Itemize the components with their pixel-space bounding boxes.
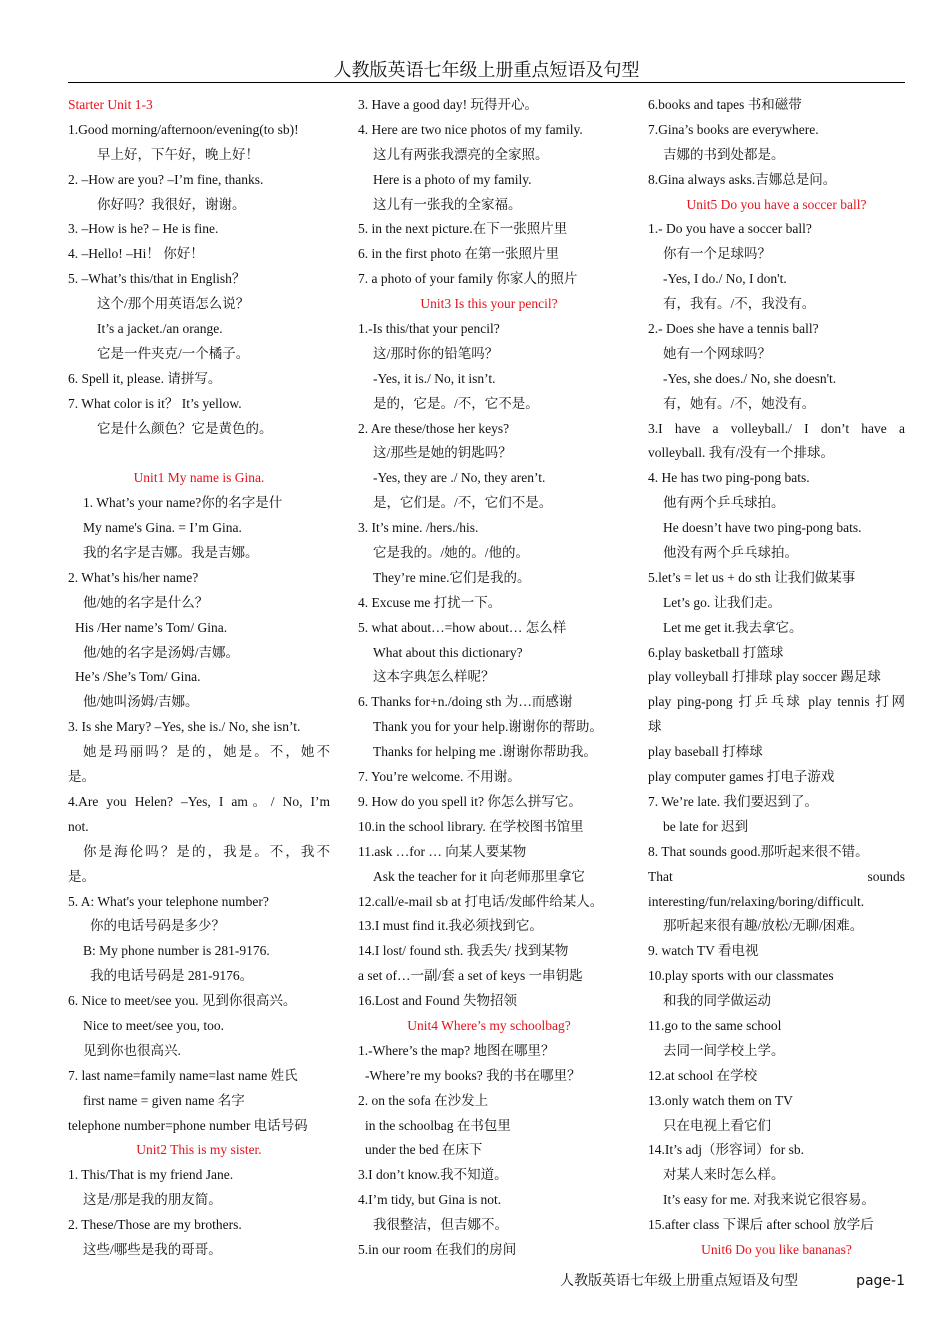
text-line: 他有两个乒乓球拍。 <box>663 495 785 511</box>
text-line: not. <box>68 818 89 834</box>
text-line: 对某人来时怎么样。 <box>663 1167 785 1183</box>
text-line: 2. What’s his/her name? <box>68 569 199 585</box>
text-line: 12.call/e-mail sb at 打电话/发邮件给某人。 <box>358 893 604 909</box>
text-line: 这/那时你的铅笔吗？ <box>373 345 499 361</box>
text-line: 他/她叫汤姆/吉娜。 <box>83 694 199 710</box>
text-line: 3. Is she Mary? –Yes, she is./ No, she isn’t. <box>68 719 301 735</box>
text-line: 14.It’s adj（形容词）for sb. <box>648 1142 804 1158</box>
text-line: under the bed 在床下 <box>365 1142 483 1158</box>
text-line: 早上好，下午好，晚上好！ <box>97 146 259 162</box>
text-line: 10.in the school library. 在学校图书馆里 <box>358 818 584 834</box>
text-line: 我的名字是吉娜。我是吉娜。 <box>83 545 259 561</box>
column-1 <box>68 93 330 1263</box>
text-line: 6. in the first photo 在第一张照片里 <box>358 246 559 262</box>
text-line: 5. what about…=how about… 怎么样 <box>358 619 567 635</box>
text-line: 4. –Hello! –Hi！ 你好！ <box>68 246 204 262</box>
column-2 <box>358 93 620 1263</box>
text-line: 4.Are you Helen? –Yes, I am。/ No, I’m <box>68 793 330 809</box>
text-line: 5. A: What's your telephone number? <box>68 893 269 909</box>
text-line: 7. last name=family name=last name 姓氏 <box>68 1067 298 1083</box>
text-line: -Yes, I do./ No, I don't. <box>663 271 787 287</box>
text-line: 7. You’re welcome. 不用谢。 <box>358 769 521 785</box>
text-line: -Yes, she does./ No, she doesn't. <box>663 370 837 386</box>
text-line: 16.Lost and Found 失物招领 <box>358 993 518 1009</box>
text-line: 2. –How are you? –I’m fine, thanks. <box>68 171 264 187</box>
text-line: 见到你也很高兴. <box>83 1042 181 1058</box>
text-line: 有，她有。/不，她没有。 <box>663 395 816 411</box>
text-line: 6. Nice to meet/see you. 见到你很高兴。 <box>68 993 297 1009</box>
text-line: 7. What color is it？ It’s yellow. <box>68 395 242 411</box>
text-line: 7. We’re late. 我们要迟到了。 <box>648 793 819 809</box>
text-line: 1.Good morning/afternoon/evening(to sb)! <box>68 121 299 137</box>
text-line: telephone number=phone number 电话号码 <box>68 1117 308 1133</box>
text-line: 你有一个足球吗？ <box>663 246 771 262</box>
text-line: 2. These/Those are my brothers. <box>68 1217 242 1233</box>
text-line: 14.I lost/ found sth. 我丢失/ 找到某物 <box>358 943 569 959</box>
text-line: 1.-Where’s the map? 地图在哪里？ <box>358 1042 555 1058</box>
text-line: 4. Excuse me 打扰一下。 <box>358 594 502 610</box>
text-line: That sounds <box>648 868 905 884</box>
text-line: 你的电话号码是多少？ <box>90 918 225 934</box>
text-line: 7. a photo of your family 你家人的照片 <box>358 271 578 287</box>
text-line: 7.Gina’s books are everywhere. <box>648 121 819 137</box>
text-line: 2.- Does she have a tennis ball? <box>648 321 819 337</box>
unit-heading: Unit6 Do you like bananas? <box>701 1241 852 1257</box>
text-line: 这儿有一张我的全家福。 <box>373 196 522 212</box>
text-line: 15.after class 下课后 after school 放学后 <box>648 1217 874 1233</box>
text-line: play baseball 打棒球 <box>648 744 763 760</box>
text-line: It’s a jacket./an orange. <box>97 321 223 337</box>
text-line: He doesn’t have two ping-pong bats. <box>663 520 862 536</box>
text-line: Thanks for helping me .谢谢你帮助我。 <box>373 744 597 760</box>
text-line: 12.at school 在学校 <box>648 1067 758 1083</box>
unit-heading: Unit4 Where’s my schoolbag? <box>407 1017 571 1033</box>
text-line: -Yes, it is./ No, it isn’t. <box>373 370 496 386</box>
text-line: 8. That sounds good.那听起来很不错。 <box>648 843 869 859</box>
text-line: 1. What’s your name?你的名字是什 <box>83 495 283 511</box>
text-line: 他/她的名字是什么？ <box>83 594 209 610</box>
unit-heading: Starter Unit 1-3 <box>68 97 153 112</box>
text-line: 5.in our room 在我们的房间 <box>358 1241 517 1257</box>
text-line: 它是我的。/她的。/他的。 <box>373 545 530 561</box>
text-line: They’re mine.它们是我的。 <box>373 569 531 585</box>
text-line: 这些/哪些是我的哥哥。 <box>83 1241 222 1257</box>
text-line: 8.Gina always asks.吉娜总是问。 <box>648 171 837 187</box>
unit-heading: Unit1 My name is Gina. <box>133 470 265 486</box>
text-line: 9. watch TV 看电视 <box>648 943 759 959</box>
document-title: 人教版英语七年级上册重点短语及句型 <box>333 60 640 80</box>
text-line: 13.I must find it.我必须找到它。 <box>358 918 543 934</box>
text-line: 13.only watch them on TV <box>648 1092 793 1108</box>
text-line: 有，我有。/不，我没有。 <box>663 296 816 312</box>
text-line: 那听起来很有趣/放松/无聊/困难。 <box>663 918 864 934</box>
text-line: volleyball. 我有/没有一个排球。 <box>648 445 834 461</box>
text-line: 这儿有两张我漂亮的全家照。 <box>373 146 549 162</box>
text-line: 是。 <box>68 868 95 884</box>
text-line: 2. on the sofa 在沙发上 <box>358 1092 489 1108</box>
text-line: 这/那些是她的钥匙吗？ <box>373 445 512 461</box>
text-line: 1. This/That is my friend Jane. <box>68 1167 234 1183</box>
text-line: 2. Are these/those her keys? <box>358 420 510 436</box>
text-line: 是，它们是。/不，它们不是。 <box>373 495 553 511</box>
text-line: first name = given name 名字 <box>83 1092 245 1108</box>
page-header <box>68 58 905 83</box>
text-line: 他没有两个乒乓球拍。 <box>663 545 798 561</box>
text-line: 它是什么颜色？它是黄色的。 <box>97 420 273 436</box>
text-line: 吉娜的书到处都是。 <box>663 146 785 162</box>
text-line: interesting/fun/relaxing/boring/difficult. <box>648 893 865 909</box>
text-line: 3. Have a good day! 玩得开心。 <box>358 97 538 112</box>
text-line: 4. He has two ping-pong bats. <box>648 470 810 486</box>
text-line: play volleyball 打排球 play soccer 踢足球 <box>648 669 881 685</box>
text-line: 1.- Do you have a soccer ball? <box>648 221 812 237</box>
text-line: My name's Gina. = I’m Gina. <box>83 520 242 536</box>
text-line: 4.I’m tidy, but Gina is not. <box>358 1192 502 1208</box>
text-line: 这是/那是我的朋友简。 <box>83 1192 222 1208</box>
text-line: 3. –How is he? – He is fine. <box>68 221 219 237</box>
text-line: 10.play sports with our classmates <box>648 968 834 984</box>
text-line: 3.I have a volleyball./ I don’t have a <box>648 420 905 436</box>
text-line: 球 <box>648 719 662 735</box>
footer-title: 人教版英语七年级上册重点短语及句型 <box>560 1273 798 1289</box>
text-line: -Where’re my books? 我的书在哪里？ <box>365 1067 581 1083</box>
text-line: 和我的同学做运动 <box>663 993 771 1009</box>
text-line: 这个/那个用英语怎么说？ <box>97 296 250 312</box>
text-line: 4. Here are two nice photos of my family. <box>358 121 583 137</box>
text-line: be late for 迟到 <box>663 818 749 834</box>
text-line: 她是玛丽吗？是的，她是。不，她不 <box>83 744 330 760</box>
text-line: 5.let’s = let us + do sth 让我们做某事 <box>648 569 856 585</box>
text-line: His /Her name’s Tom/ Gina. <box>75 619 228 635</box>
text-line: a set of…一副/套 a set of keys 一串钥匙 <box>358 968 583 984</box>
text-line: 6. Spell it, please. 请拼写。 <box>68 370 222 386</box>
text-line: 去同一间学校上学。 <box>663 1042 785 1058</box>
page-number: page-1 <box>856 1273 905 1289</box>
unit-heading: Unit3 Is this your pencil? <box>420 296 558 312</box>
text-line: 是。 <box>68 769 95 785</box>
text-line: 6.books and tapes 书和磁带 <box>648 97 802 112</box>
text-line: 11.go to the same school <box>648 1017 782 1033</box>
text-line: 这本字典怎么样呢？ <box>373 669 495 685</box>
text-line: Let me get it.我去拿它。 <box>663 619 803 635</box>
text-line: He’s /She’s Tom/ Gina. <box>75 669 201 685</box>
text-line: 我很整洁，但吉娜不。 <box>373 1217 508 1233</box>
text-line <box>68 441 330 466</box>
text-line: Let’s go. 让我们走。 <box>663 594 782 610</box>
text-line: -Yes, they are ./ No, they aren’t. <box>373 470 546 486</box>
text-line: 你好吗？我很好，谢谢。 <box>97 196 246 212</box>
text-line: Ask the teacher for it 向老师那里拿它 <box>373 868 585 884</box>
text-line: 你是海伦吗？是的，我是。不，我不 <box>83 843 330 859</box>
text-line: 5. –What’s this/that in English？ <box>68 271 246 287</box>
text-line: 他/她的名字是汤姆/吉娜。 <box>83 644 240 660</box>
text-line: B: My phone number is 281-9176. <box>83 943 270 959</box>
text-line: 3. It’s mine. /hers./his. <box>358 520 479 536</box>
text-line: 9. How do you spell it? 你怎么拼写它。 <box>358 793 582 809</box>
page-footer <box>560 1270 905 1292</box>
text-line: 只在电视上看它们 <box>663 1117 771 1133</box>
text-line: It’s easy for me. 对我来说它很容易。 <box>663 1192 875 1208</box>
text-line: 6. Thanks for+n./doing sth 为…而感谢 <box>358 694 573 710</box>
text-line: 她有一个网球吗？ <box>663 345 771 361</box>
text-line: 1.-Is this/that your pencil? <box>358 321 500 337</box>
text-line: play computer games 打电子游戏 <box>648 769 835 785</box>
text-line: 它是一件夹克/一个橘子。 <box>97 345 250 361</box>
text-line: 5. in the next picture.在下一张照片里 <box>358 221 568 237</box>
unit-heading: Unit2 This is my sister. <box>136 1142 262 1158</box>
text-line: 11.ask …for … 向某人要某物 <box>358 843 527 859</box>
text-line: Here is a photo of my family. <box>373 171 532 187</box>
text-line: 是的，它是。/不，它不是。 <box>373 395 539 411</box>
text-line: play ping-pong 打乒乓球 play tennis 打网 <box>648 694 905 710</box>
text-line: 3.I don’t know.我不知道。 <box>358 1167 508 1183</box>
unit-heading: Unit5 Do you have a soccer ball? <box>686 196 867 212</box>
text-line: Thank you for your help.谢谢你的帮助。 <box>373 719 603 735</box>
text-line: 我的电话号码是 281-9176。 <box>90 968 254 984</box>
column-3 <box>648 93 905 1263</box>
text-line: 6.play basketball 打篮球 <box>648 644 784 660</box>
text-line: Nice to meet/see you, too. <box>83 1017 224 1033</box>
text-line: in the schoolbag 在书包里 <box>365 1117 511 1133</box>
text-line: What about this dictionary? <box>373 644 523 660</box>
